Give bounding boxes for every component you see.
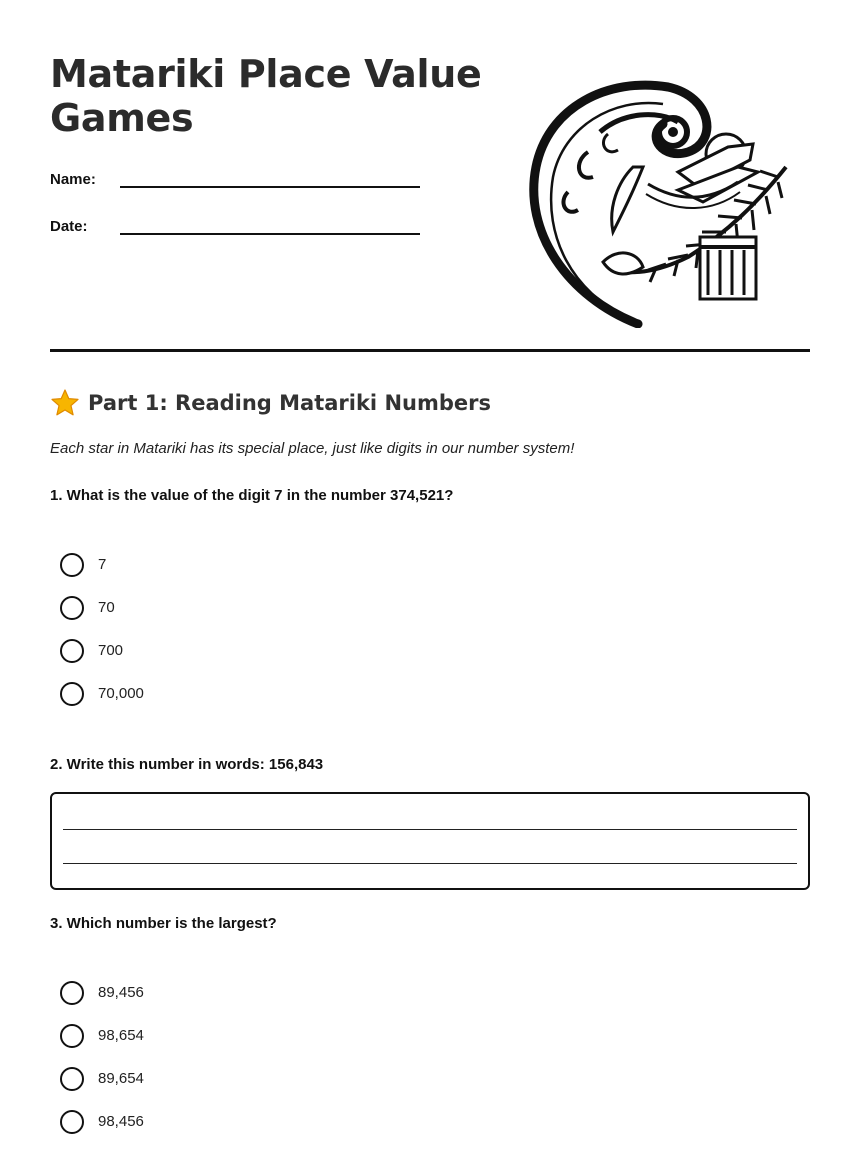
option-label: 98,456 [98,1113,144,1130]
radio-button[interactable] [60,1024,84,1048]
date-field-row [50,211,420,235]
q1-option[interactable] [60,629,144,672]
q3-option[interactable] [60,1014,144,1057]
q3-option[interactable] [60,1057,144,1100]
answer-line [63,829,797,830]
radio-button[interactable] [60,596,84,620]
radio-button[interactable] [60,981,84,1005]
date-field[interactable] [120,219,420,235]
q1-option[interactable] [60,586,144,629]
name-label: Name: [50,171,96,188]
date-label: Date: [50,218,88,235]
part1-heading-text: Part 1: Reading Matariki Numbers [88,391,491,415]
option-label: 70,000 [98,685,144,702]
question-3-options [60,971,144,1143]
question-2: 2. Write this number in words: 156,843 [50,756,324,773]
radio-button[interactable] [60,553,84,577]
name-field-row [50,164,420,188]
answer-line [63,863,797,864]
header-divider [50,349,810,352]
koru-fern-illustration [528,72,794,328]
part1-heading [50,388,491,418]
q1-option[interactable] [60,543,144,586]
part1-intro: Each star in Matariki has its special place, just like digits in our number system! [50,440,575,457]
radio-button[interactable] [60,639,84,663]
name-field[interactable] [120,172,420,188]
q1-option[interactable] [60,672,144,715]
question-1-options [60,543,144,715]
radio-button[interactable] [60,682,84,706]
q2-answer-box[interactable] [50,792,810,890]
radio-button[interactable] [60,1067,84,1091]
star-icon [50,388,80,418]
option-label: 89,654 [98,1070,144,1087]
q3-option[interactable] [60,971,144,1014]
option-label: 98,654 [98,1027,144,1044]
page-title: Matariki Place Value Games [50,52,482,140]
option-label: 7 [98,556,107,573]
option-label: 700 [98,642,124,659]
question-1: 1. What is the value of the digit 7 in the number 374,521? [50,487,454,504]
question-3: 3. Which number is the largest? [50,915,277,932]
radio-button[interactable] [60,1110,84,1134]
option-label: 89,456 [98,984,144,1001]
q3-option[interactable] [60,1100,144,1143]
option-label: 70 [98,599,115,616]
